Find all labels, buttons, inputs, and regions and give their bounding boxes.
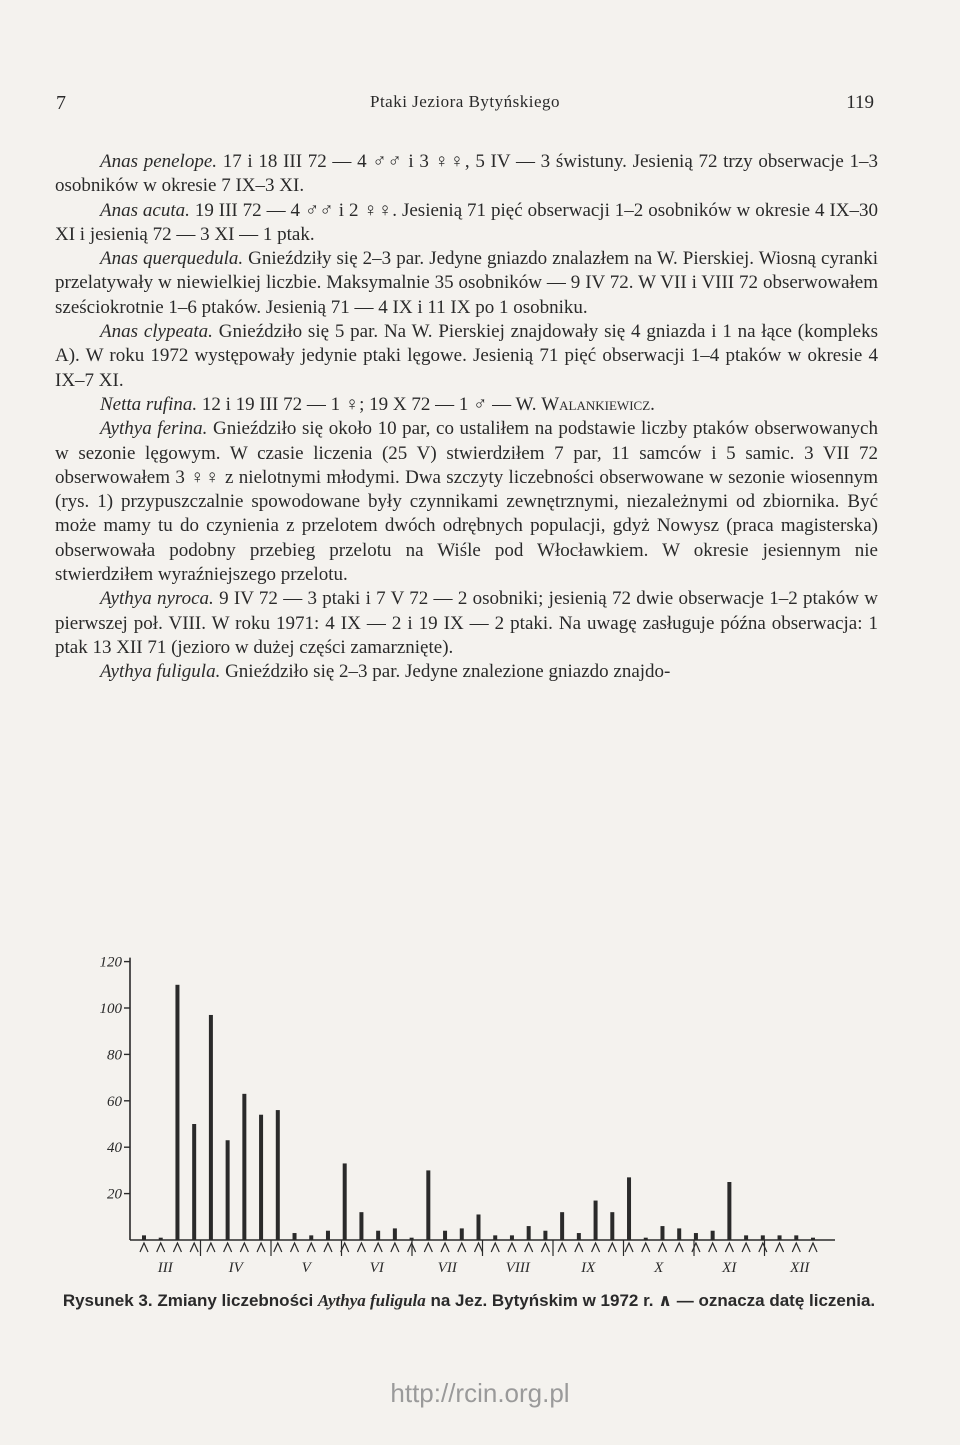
count-date-marker bbox=[575, 1243, 583, 1252]
figure-caption bbox=[60, 1290, 878, 1312]
data-bar bbox=[175, 985, 179, 1240]
month-label: VIII bbox=[505, 1260, 530, 1276]
species-name: Aythya nyroca. bbox=[100, 588, 214, 610]
paragraph-text: Gnieździło się 5 par. Na W. Pierskiej znajdowały się 4 gniazda i 1 na łące (kompleks A). W roku 1972 występowały jedynie ptaki lęgowe. Jesienią 71 pięć obserwacji 1–4 ptaków w okresie 4 IX–7 XI. bbox=[55, 321, 878, 391]
data-bar bbox=[660, 1226, 664, 1240]
species-name: Anas clypeata. bbox=[100, 321, 213, 343]
data-bar bbox=[577, 1233, 581, 1240]
count-date-marker bbox=[608, 1243, 616, 1252]
paragraph bbox=[55, 320, 878, 393]
running-title: Ptaki Jeziora Bytyńskiego bbox=[369, 92, 561, 111]
month-label: VI bbox=[369, 1260, 384, 1276]
paragraph-text: Gnieździło się około 10 par, co ustaliłem na podstawie liczby ptaków obserwowanych w sezonie lęgowym. W czasie liczenia (25 V) stwierdziłem 7 par, 11 samców i 5 samic. 3 VII 72 obserwowałem 3 ♀♀ z nielotnymi młodymi. Dwa szczyty liczebności obserwowane w sezonie wiosennym (rys. 1) przypuszczalnie spowodowane były czynnikami zewnętrznymi, niezależnymi od zbiornika. Być może mamy tu do czynienia z przelotem dwóch odrębnych populacji, gdyż Nowysz (praca magisterska) obserwowała podobny przebieg przelotu na Wiśle pod Włocławkiem. W okresie jesiennym nie stwierdziłem wyraźniejszego przelotu. bbox=[55, 418, 878, 586]
paragraph-text: 17 i 18 III 72 — 4 ♂♂ i 3 ♀♀, 5 IV — 3 świstuny. Jesienią 72 trzy obserwacje 1–3 osobników w okresie 7 IX–3 XI. bbox=[55, 151, 879, 197]
count-date-marker bbox=[157, 1243, 165, 1252]
body-text bbox=[55, 150, 878, 685]
y-tick-label: 100 bbox=[99, 1001, 122, 1017]
caption-text: Zmiany liczebności bbox=[152, 1291, 318, 1310]
species-name: Anas acuta. bbox=[100, 199, 190, 221]
count-date-marker bbox=[725, 1243, 733, 1252]
data-bar bbox=[594, 1201, 598, 1240]
count-date-marker bbox=[558, 1243, 566, 1252]
data-bar bbox=[410, 1238, 414, 1240]
count-date-marker bbox=[190, 1243, 198, 1252]
data-bar bbox=[226, 1140, 230, 1240]
count-date-marker bbox=[541, 1243, 549, 1252]
paragraph-text: 9 IV 72 — 3 ptaki i 7 V 72 — 2 osobniki; jesienią 72 dwie obserwacje 1–2 ptaków w pierwszej poł. VIII. W roku 1971: 4 IX — 2 i 19 IX — 2 ptaki. Na uwagę zasługuje późna obserwacja: 1 ptak 13 XII 71 (jezioro w dużej części zamarznięte). bbox=[55, 588, 879, 658]
data-bar bbox=[627, 1177, 631, 1240]
paragraph bbox=[55, 393, 878, 417]
paragraph bbox=[55, 247, 878, 320]
data-bar bbox=[477, 1214, 481, 1240]
data-bar bbox=[159, 1238, 163, 1240]
paragraph-text: Gnieździło się 2–3 par. Jedyne znalezione gniazdo znajdo- bbox=[220, 661, 671, 683]
count-date-marker bbox=[709, 1243, 717, 1252]
paragraph bbox=[55, 417, 878, 587]
page-number-left: 7 bbox=[56, 92, 66, 114]
y-tick-label: 120 bbox=[99, 954, 122, 971]
count-date-marker bbox=[391, 1243, 399, 1252]
data-bar bbox=[259, 1115, 263, 1240]
data-bar bbox=[426, 1170, 430, 1240]
count-date-marker bbox=[692, 1243, 700, 1252]
paragraph-text: Gnieździły się 2–3 par. Jedyne gniazdo znalazłem na W. Pierskiej. Wiosną cyranki przelatywały w niewielkiej liczbie. Maksymalnie 35 osobników — 9 IV 72. W VII i VIII 72 obserwowałem sześciokrotnie 1–6 ptaków. Jesienią 71 — 4 IX i 11 IX po 1 osobniku. bbox=[55, 248, 878, 318]
paragraph-text: 19 III 72 — 4 ♂♂ i 2 ♀♀. Jesienią 71 pięć obserwacji 1–2 osobników w okresie 4 IX–30 XI i jesienią 72 — 3 XI — 1 ptak. bbox=[55, 199, 878, 245]
page-number-right: 119 bbox=[846, 92, 874, 113]
species-name: Anas querquedula. bbox=[100, 248, 244, 270]
month-label: V bbox=[301, 1260, 311, 1276]
count-date-marker bbox=[424, 1243, 432, 1252]
data-bar bbox=[527, 1226, 531, 1240]
count-date-marker bbox=[374, 1243, 382, 1252]
data-bar bbox=[276, 1110, 280, 1240]
data-bar bbox=[644, 1238, 648, 1240]
month-label: VII bbox=[437, 1260, 457, 1276]
data-bar bbox=[393, 1228, 397, 1240]
page-header bbox=[56, 92, 874, 122]
month-label: X bbox=[654, 1260, 664, 1276]
count-date-marker bbox=[675, 1243, 683, 1252]
data-bar bbox=[510, 1235, 514, 1240]
data-bar bbox=[794, 1235, 798, 1240]
data-bar bbox=[811, 1238, 815, 1240]
count-date-marker bbox=[759, 1243, 767, 1252]
data-bar bbox=[560, 1212, 564, 1240]
count-date-marker bbox=[525, 1243, 533, 1252]
y-tick-label: 20 bbox=[107, 1186, 122, 1203]
count-date-marker bbox=[458, 1243, 466, 1252]
y-tick-label: 80 bbox=[107, 1047, 122, 1064]
count-date-marker bbox=[642, 1243, 650, 1252]
species-name: Anas penelope. bbox=[100, 151, 218, 172]
count-date-marker bbox=[224, 1243, 232, 1252]
data-bar bbox=[744, 1235, 748, 1240]
count-date-marker bbox=[257, 1243, 265, 1252]
data-bar bbox=[209, 1015, 213, 1240]
caption-label: Rysunek 3. bbox=[62, 1291, 153, 1310]
data-bar bbox=[359, 1212, 363, 1240]
data-bar bbox=[761, 1235, 765, 1240]
data-bar bbox=[293, 1233, 297, 1240]
count-date-marker bbox=[742, 1243, 750, 1252]
footer-url: http://rcin.org.pl bbox=[390, 1378, 570, 1408]
y-tick-label: 60 bbox=[107, 1093, 122, 1110]
data-bar bbox=[460, 1228, 464, 1240]
count-date-marker bbox=[140, 1243, 148, 1252]
count-date-marker bbox=[625, 1243, 633, 1252]
data-bar bbox=[242, 1094, 246, 1240]
species-name: Aythya ferina. bbox=[100, 418, 208, 440]
paragraph bbox=[55, 587, 878, 660]
data-bar bbox=[343, 1163, 347, 1240]
data-bar bbox=[309, 1235, 313, 1240]
species-name: Netta rufina. bbox=[100, 393, 198, 415]
data-bar bbox=[326, 1231, 330, 1240]
count-date-marker bbox=[776, 1243, 784, 1252]
paragraph bbox=[55, 660, 878, 684]
author-name: Walankiewicz. bbox=[541, 393, 655, 415]
data-bar bbox=[543, 1231, 547, 1240]
paragraph bbox=[55, 199, 878, 248]
bar-chart bbox=[60, 930, 900, 1280]
count-date-marker bbox=[508, 1243, 516, 1252]
paragraph-text: 12 i 19 III 72 — 1 ♀; 19 X 72 — 1 ♂ — W. bbox=[197, 393, 542, 415]
count-date-marker bbox=[274, 1243, 282, 1252]
month-label: XII bbox=[790, 1260, 810, 1276]
count-date-marker bbox=[357, 1243, 365, 1252]
count-date-marker bbox=[207, 1243, 215, 1252]
count-date-marker bbox=[441, 1243, 449, 1252]
data-bar bbox=[493, 1235, 497, 1240]
count-date-marker bbox=[658, 1243, 666, 1252]
count-date-marker bbox=[809, 1243, 817, 1252]
data-bar bbox=[376, 1231, 380, 1240]
count-date-marker bbox=[491, 1243, 499, 1252]
count-date-marker bbox=[291, 1243, 299, 1252]
count-date-marker bbox=[307, 1243, 315, 1252]
data-bar bbox=[610, 1212, 614, 1240]
count-date-marker bbox=[475, 1243, 483, 1252]
count-date-marker bbox=[592, 1243, 600, 1252]
count-date-marker bbox=[792, 1243, 800, 1252]
data-bar bbox=[192, 1124, 196, 1240]
caption-text-end: na Jez. Bytyńskim w 1972 r. ∧ — oznacza datę liczenia. bbox=[425, 1291, 876, 1310]
data-bar bbox=[142, 1235, 146, 1240]
data-bar bbox=[443, 1231, 447, 1240]
chart-svg bbox=[60, 930, 900, 1280]
month-label: XI bbox=[722, 1260, 737, 1276]
month-label: IX bbox=[581, 1260, 596, 1276]
species-name: Aythya fuligula. bbox=[100, 661, 221, 683]
month-label: III bbox=[157, 1260, 173, 1276]
data-bar bbox=[677, 1228, 681, 1240]
data-bar bbox=[694, 1233, 698, 1240]
count-date-marker bbox=[240, 1243, 248, 1252]
paragraph bbox=[55, 150, 878, 199]
data-bar bbox=[727, 1182, 731, 1240]
count-date-marker bbox=[324, 1243, 332, 1252]
y-tick-label: 40 bbox=[107, 1140, 122, 1157]
data-bar bbox=[711, 1231, 715, 1240]
data-bar bbox=[778, 1235, 782, 1240]
month-label: IV bbox=[228, 1260, 243, 1276]
count-date-marker bbox=[173, 1243, 181, 1252]
caption-species: Aythya fuligula bbox=[317, 1291, 426, 1310]
